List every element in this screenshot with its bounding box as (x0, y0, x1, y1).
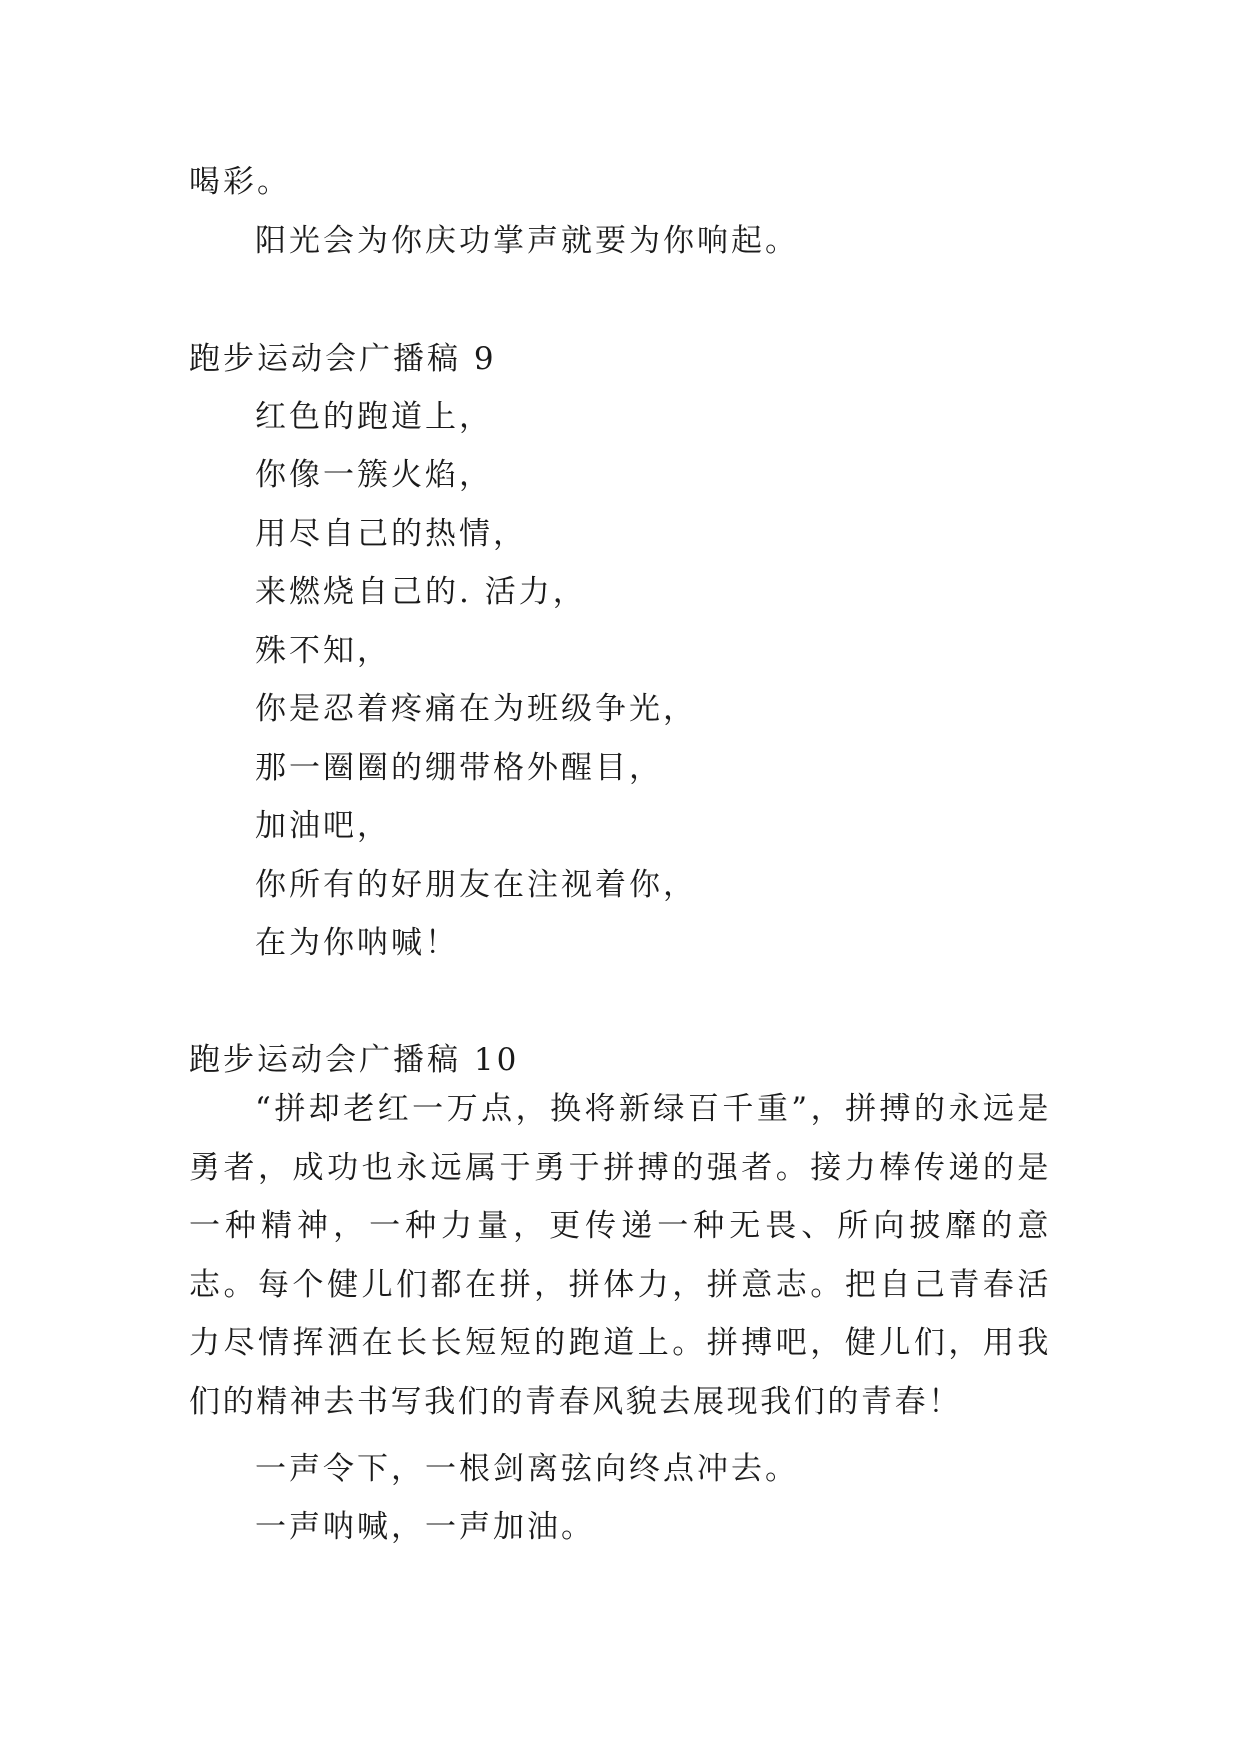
poem-line: 殊不知， (255, 633, 391, 669)
poem-line: 那一圈圈的绷带格外醒目， (255, 750, 663, 786)
poem-line: 加油吧， (255, 808, 391, 844)
poem-line: 你是忍着疼痛在为班级争光， (255, 691, 697, 727)
body-paragraph: “拼却老红一万点，换将新绿百千重”，拼搏的永远是勇者，成功也永远属于勇于拼搏的强者。接力棒传递的是一种精神，一种力量，更传递一种无畏、所向披靡的意志。每个健儿们都在拼，拼体力，拼意志。把自己青春活力尽情挥洒在长长短短的跑道上。拼搏吧，健儿们，用我们的精神去书写我们的青春风貌去展现我们的青春！ (189, 1091, 1051, 1420)
poem-line: 在为你呐喊！ (255, 925, 459, 961)
poem-line: 你像一簇火焰， (255, 457, 493, 493)
section-heading: 跑步运动会广播稿 10 (189, 1042, 520, 1078)
poem-line: 红色的跑道上， (255, 399, 493, 435)
section-heading: 跑步运动会广播稿 9 (189, 341, 497, 377)
text-line: 阳光会为你庆功掌声就要为你响起。 (255, 223, 799, 259)
poem-line: 来燃烧自己的. 活力， (255, 574, 587, 610)
poem-line: 用尽自己的热情， (255, 516, 527, 552)
poem-line: 你所有的好朋友在注视着你， (255, 867, 697, 903)
text-line: 一声呐喊，一声加油。 (255, 1509, 595, 1545)
text-line: 喝彩。 (189, 164, 291, 200)
text-line: 一声令下，一根剑离弦向终点冲去。 (255, 1451, 799, 1487)
